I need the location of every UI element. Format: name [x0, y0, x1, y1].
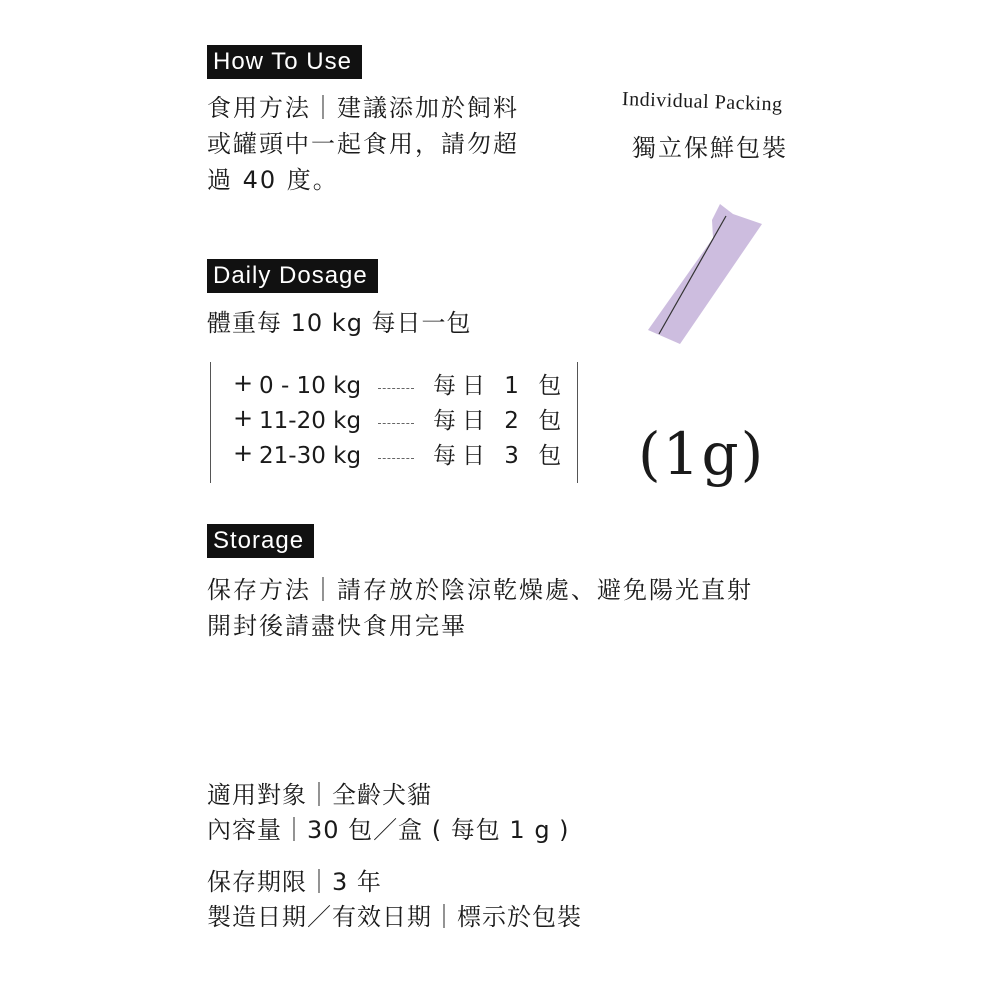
weight-range: 0 - 10 kg — [259, 373, 362, 399]
individual-packing-zh: 獨立保鮮包裝 — [632, 134, 788, 162]
daily-dosage-heading: Daily Dosage — [207, 259, 378, 293]
sachet-weight-label: (1g) — [638, 420, 766, 488]
dotted-leader — [378, 388, 414, 389]
dose-amount: 每日 2 包 — [433, 408, 568, 434]
storage-heading: Storage — [207, 524, 314, 558]
how-to-use-line: 食用方法｜建議添加於飼料 — [207, 94, 519, 122]
plus-icon: + — [233, 369, 254, 397]
sachet-illustration — [640, 196, 770, 356]
plus-icon: + — [233, 404, 254, 432]
plus-icon: + — [233, 439, 254, 467]
individual-packing-en: Individual Packing — [621, 88, 783, 116]
dose-amount: 每日 1 包 — [433, 373, 568, 399]
storage-text — [207, 572, 753, 644]
info-shelf-life: 保存期限｜3 年 — [207, 868, 382, 896]
storage-line: 開封後請盡快食用完畢 — [207, 612, 467, 640]
info-target: 適用對象｜全齡犬貓 — [207, 781, 432, 809]
dosage-row — [211, 439, 577, 473]
dotted-leader — [378, 458, 414, 459]
info-content: 內容量｜30 包／盒 ( 每包 1 g ) — [207, 816, 570, 844]
dotted-leader — [378, 423, 414, 424]
dose-amount: 每日 3 包 — [433, 443, 568, 469]
storage-line: 保存方法｜請存放於陰涼乾燥處、避免陽光直射 — [207, 576, 753, 604]
how-to-use-text — [207, 90, 519, 198]
how-to-use-line: 或罐頭中一起食用，請勿超 — [207, 130, 519, 158]
how-to-use-heading: How To Use — [207, 45, 362, 79]
dosage-table — [210, 362, 578, 483]
daily-dosage-summary: 體重每 10 kg 每日一包 — [207, 309, 472, 337]
dosage-row — [211, 369, 577, 403]
weight-range: 21-30 kg — [259, 443, 362, 469]
weight-range: 11-20 kg — [259, 408, 362, 434]
info-dates: 製造日期／有效日期｜標示於包裝 — [207, 903, 582, 931]
how-to-use-line: 過 40 度。 — [207, 166, 339, 194]
dosage-row — [211, 404, 577, 438]
